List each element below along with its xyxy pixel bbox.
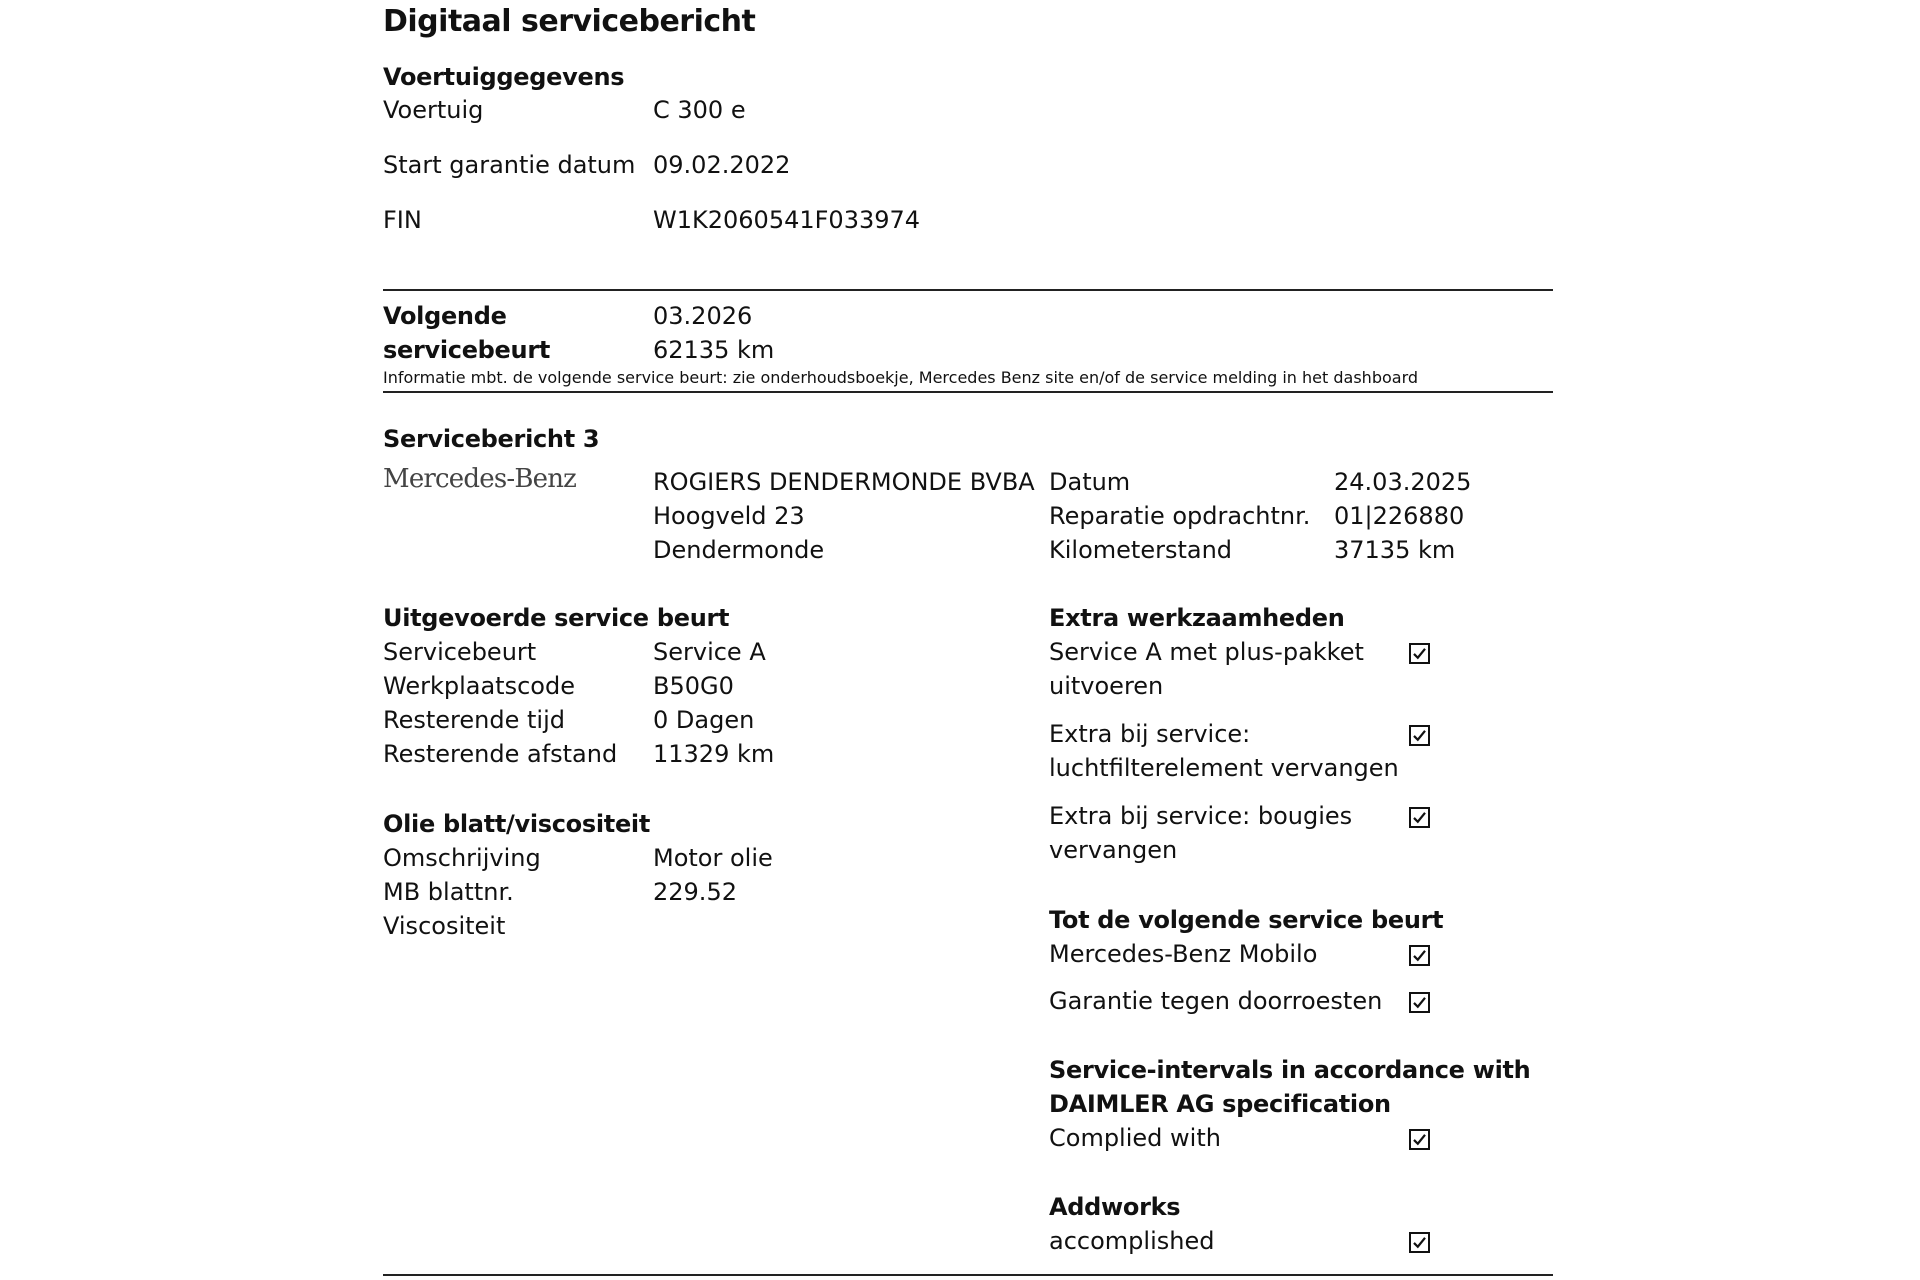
check-icon	[1411, 946, 1428, 965]
viscosity-label: Viscositeit	[383, 912, 506, 940]
divider	[383, 1274, 1553, 1276]
oil-heading: Olie blatt/viscositeit	[383, 810, 651, 838]
next-service-label: Volgende	[383, 302, 507, 330]
extra-item-label: vervangen	[1049, 836, 1178, 864]
divider	[383, 289, 1553, 291]
extra-item-label: Extra bij service: bougies	[1049, 802, 1353, 830]
mobilo-label: Mercedes-Benz Mobilo	[1049, 940, 1318, 968]
accomplished-label: accomplished	[1049, 1227, 1215, 1255]
checkbox[interactable]	[1409, 807, 1430, 828]
mileage-value: 37135 km	[1334, 536, 1456, 564]
workshop-code-label: Werkplaatscode	[383, 672, 575, 700]
extra-item-label: Service A met plus-pakket	[1049, 638, 1364, 666]
workshop-code-value: B50G0	[653, 672, 734, 700]
intervals-heading: Service-intervals in accordance with	[1049, 1056, 1531, 1084]
page-title: Digitaal servicebericht	[383, 4, 756, 39]
remaining-distance-value: 11329 km	[653, 740, 775, 768]
extra-work-heading: Extra werkzaamheden	[1049, 604, 1345, 632]
mileage-label: Kilometerstand	[1049, 536, 1233, 564]
service-document	[383, 0, 1553, 1280]
dealer-name: ROGIERS DENDERMONDE BVBA	[653, 468, 1035, 496]
check-icon	[1411, 726, 1428, 745]
extra-item-label: Extra bij service:	[1049, 720, 1251, 748]
fin-label: FIN	[383, 206, 422, 234]
oil-description-label: Omschrijving	[383, 844, 541, 872]
divider	[383, 391, 1553, 393]
complied-with-label: Complied with	[1049, 1124, 1221, 1152]
report-heading: Servicebericht 3	[383, 425, 600, 453]
checkbox[interactable]	[1409, 992, 1430, 1013]
service-type-value: Service A	[653, 638, 766, 666]
next-service-date: 03.2026	[653, 302, 753, 330]
next-service-info: Informatie mbt. de volgende service beurt: zie onderhoudsboekje, Mercedes Benz site en/of de service melding in het dashboard	[383, 368, 1419, 387]
checkbox[interactable]	[1409, 945, 1430, 966]
remaining-time-label: Resterende tijd	[383, 706, 565, 734]
dealer-city: Dendermonde	[653, 536, 825, 564]
oil-description-value: Motor olie	[653, 844, 773, 872]
remaining-distance-label: Resterende afstand	[383, 740, 618, 768]
rust-warranty-label: Garantie tegen doorroesten	[1049, 987, 1383, 1015]
next-service-label: servicebeurt	[383, 336, 551, 364]
check-icon	[1411, 993, 1428, 1012]
performed-heading: Uitgevoerde service beurt	[383, 604, 730, 632]
date-label: Datum	[1049, 468, 1131, 496]
next-service-km: 62135 km	[653, 336, 775, 364]
vehicle-heading: Voertuiggegevens	[383, 63, 625, 91]
mercedes-benz-logo: Mercedes-Benz	[383, 464, 577, 494]
extra-item-label: luchtfilterelement vervangen	[1049, 754, 1399, 782]
oil-sheet-number-label: MB blattnr.	[383, 878, 514, 906]
warranty-start-label: Start garantie datum	[383, 151, 636, 179]
until-next-heading: Tot de volgende service beurt	[1049, 906, 1444, 934]
extra-item-label: uitvoeren	[1049, 672, 1164, 700]
check-icon	[1411, 644, 1428, 663]
vehicle-label: Voertuig	[383, 96, 484, 124]
fin-value: W1K2060541F033974	[653, 206, 921, 234]
checkbox[interactable]	[1409, 643, 1430, 664]
check-icon	[1411, 808, 1428, 827]
checkbox[interactable]	[1409, 725, 1430, 746]
repair-order-label: Reparatie opdrachtnr.	[1049, 502, 1311, 530]
vehicle-value: C 300 e	[653, 96, 746, 124]
checkbox[interactable]	[1409, 1129, 1430, 1150]
warranty-start-value: 09.02.2022	[653, 151, 791, 179]
date-value: 24.03.2025	[1334, 468, 1472, 496]
service-type-label: Servicebeurt	[383, 638, 537, 666]
check-icon	[1411, 1130, 1428, 1149]
oil-sheet-number-value: 229.52	[653, 878, 737, 906]
addworks-heading: Addworks	[1049, 1193, 1181, 1221]
dealer-street: Hoogveld 23	[653, 502, 805, 530]
check-icon	[1411, 1233, 1428, 1252]
repair-order-value: 01|226880	[1334, 502, 1465, 530]
intervals-heading: DAIMLER AG specification	[1049, 1090, 1391, 1118]
remaining-time-value: 0 Dagen	[653, 706, 755, 734]
checkbox[interactable]	[1409, 1232, 1430, 1253]
